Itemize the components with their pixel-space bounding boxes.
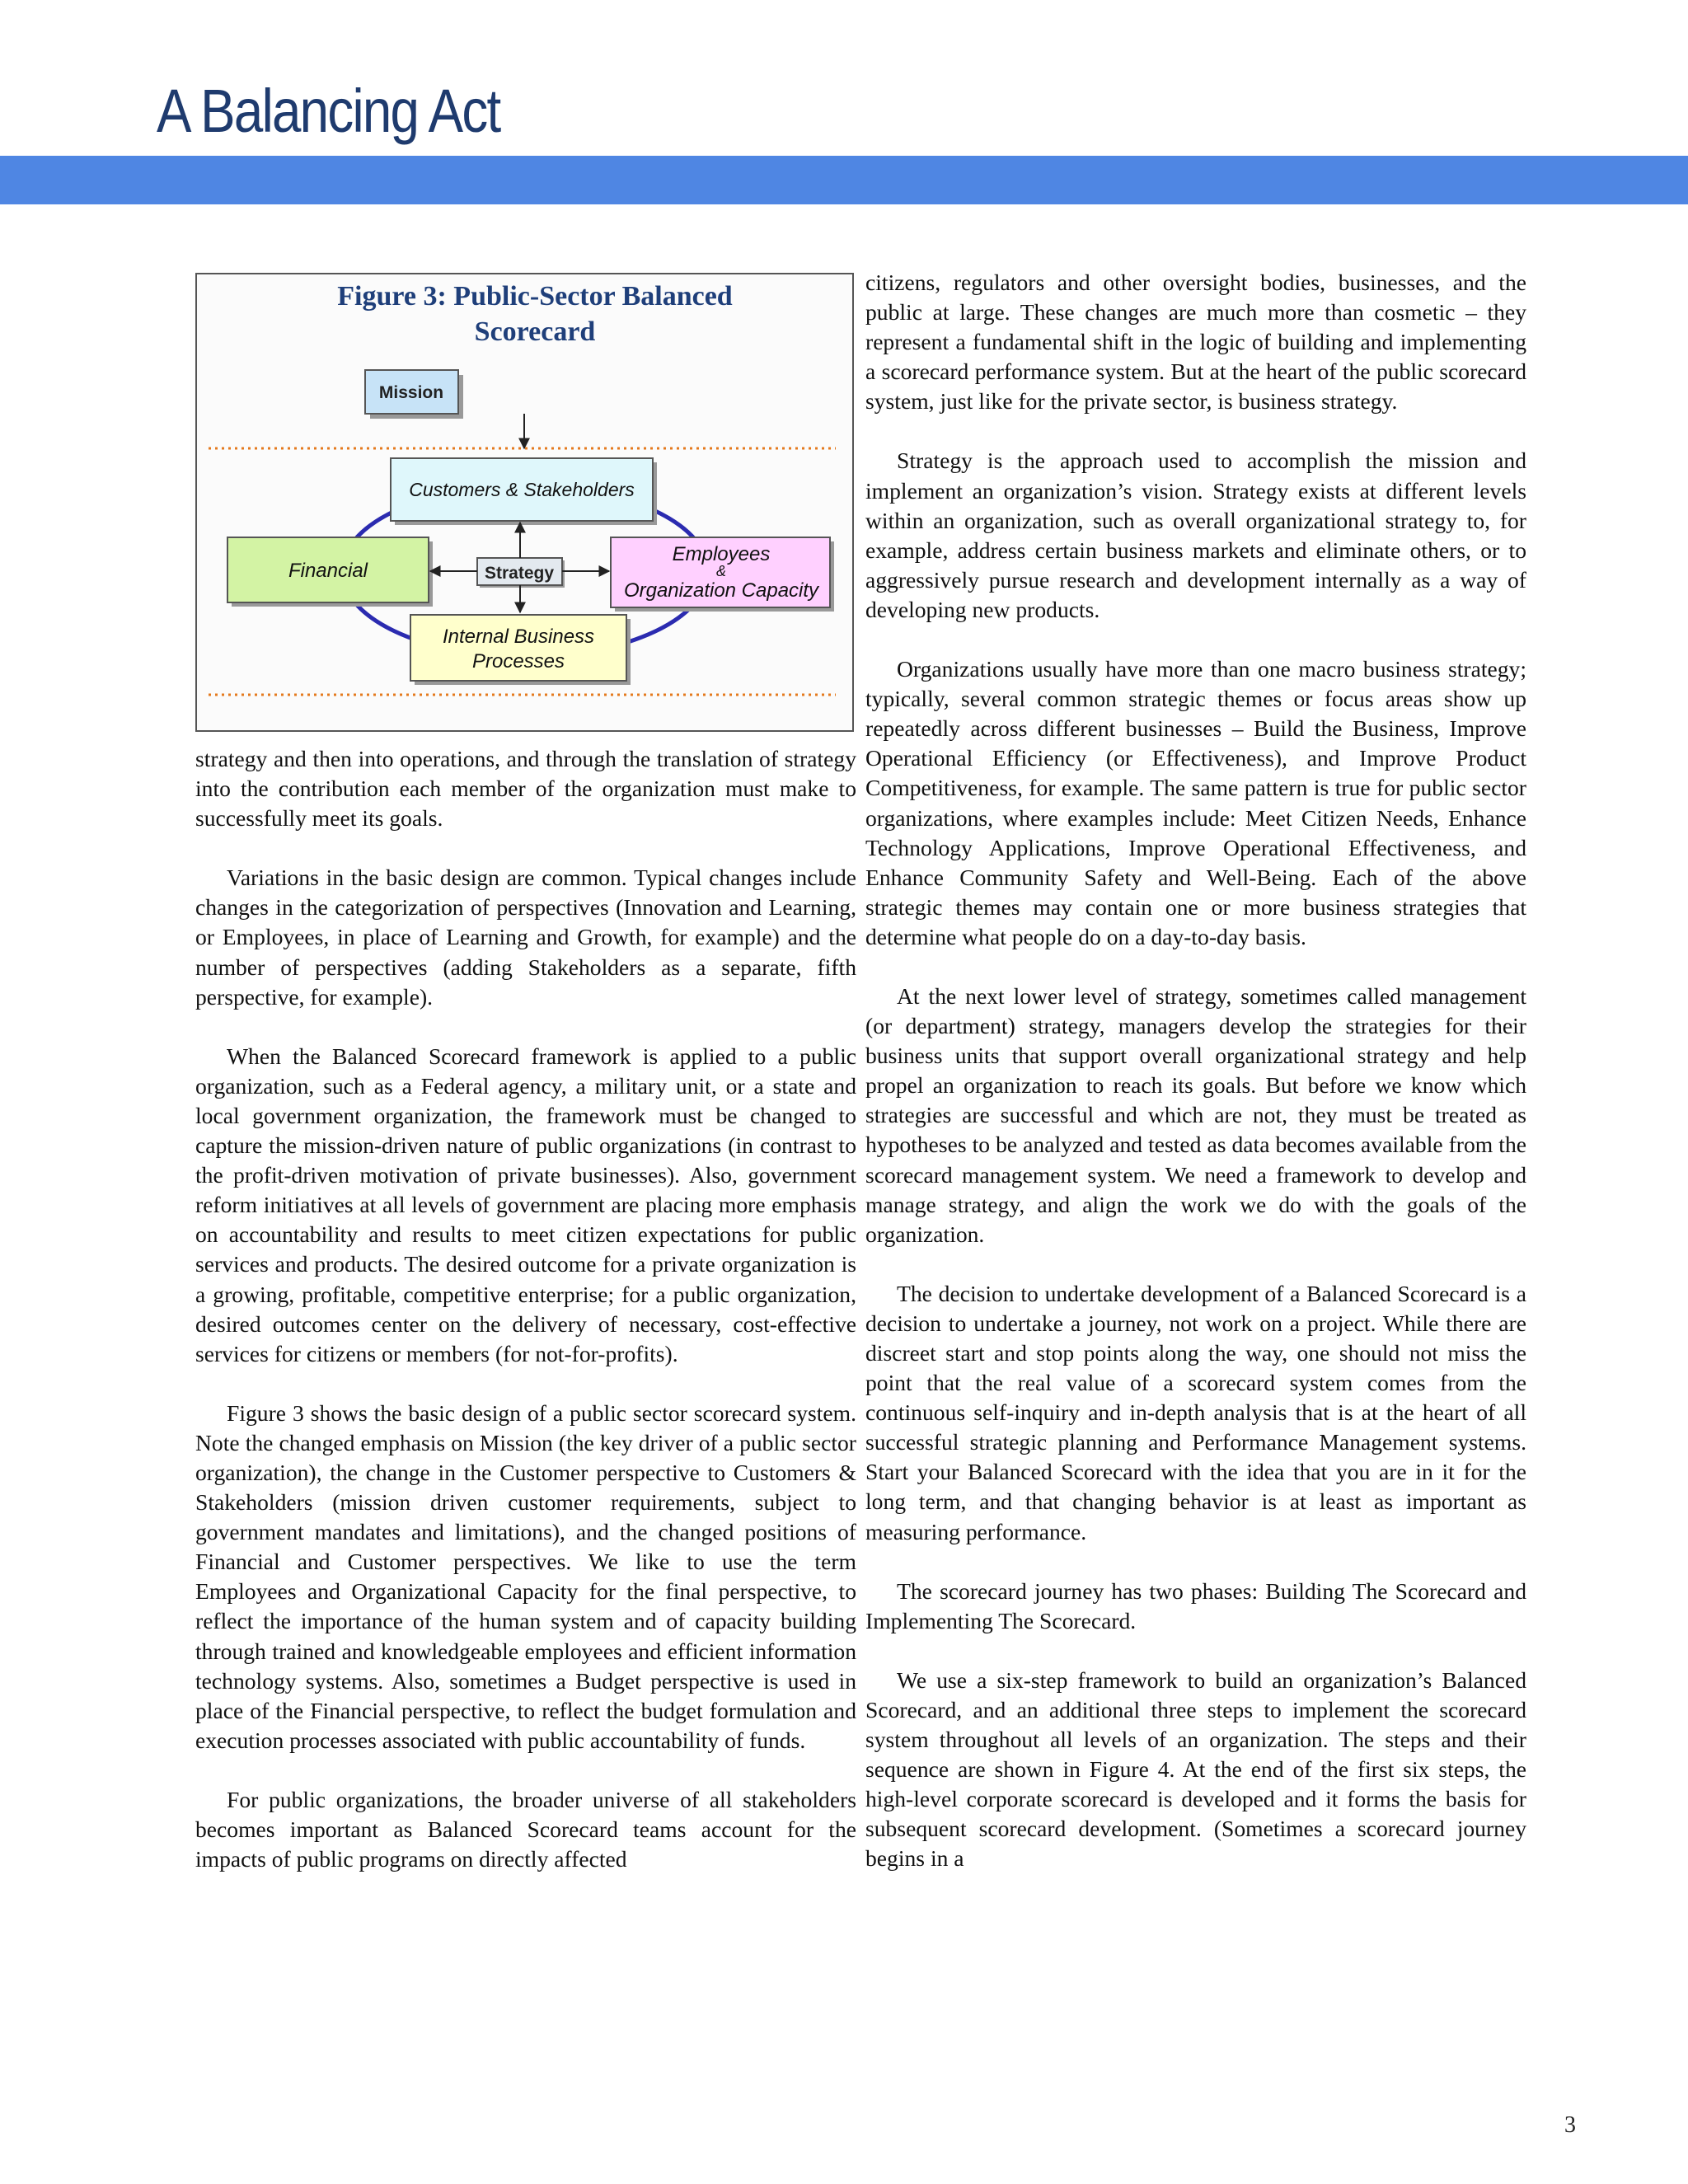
left-paragraph: For public organizations, the broader universe of all stakeholders becomes important as Balanced Scorecard teams account for the impacts of public programs on directly affected	[195, 1786, 856, 1872]
left-paragraph: strategy and then into operations, and through the translation of strategy into the contribution each member of the organization must make to successfully meet its goals.	[195, 746, 856, 832]
right-column	[865, 268, 1526, 1904]
financial-label: Financial	[288, 560, 368, 582]
page-title: A Balancing Act	[157, 77, 500, 145]
right-paragraph: citizens, regulators and other oversight bodies, businesses, and the public at large. These changes are much more than cosmetic – they represent a fundamental shift in the logic of building and implementing a scorecard performance system. But at the heart of the public scorecard system, just like for the private sector, is business strategy.	[865, 269, 1526, 415]
employees-label-line1: Employees	[672, 543, 771, 565]
left-paragraph: Figure 3 shows the basic design of a public sector scorecard system. Note the changed emphasis on Mission (the key driver of a public sector organization), the change in the Customer perspective to Customers & Stakeholders (mission driven customer requirements, subject to government mandates and limitations), and the changed positions of Financial and Customer perspectives. We like to use the term Employees and Organizational Capacity for the final perspective, to reflect the importance of the human system and of capacity building through trained and knowledgeable employees and efficient information technology systems. Also, sometimes a Budget perspective is used in place of the Financial perspective, to reflect the budget formulation and execution processes associated with public accountability of funds.	[195, 1399, 856, 1753]
internal-label-line1: Internal Business	[442, 626, 595, 648]
right-paragraph: The scorecard journey has two phases: Building The Scorecard and Implementing The Scorecard.	[865, 1577, 1526, 1633]
page-number: 3	[1564, 2112, 1576, 2138]
right-paragraph: At the next lower level of strategy, sometimes called management (or department) strategy, managers develop the strategies for their business units that support overall organizational strategy and help propel an organization to reach its goals. But before we know which strategies are successful and which are not, they must be treated as hypotheses to be analyzed and tested as data becomes available from the scorecard management system. We need a framework to develop and manage strategy, and align the work we do with the goals of the organization.	[865, 982, 1526, 1247]
strategy-label: Strategy	[484, 564, 555, 583]
right-paragraph: Organizations usually have more than one macro business strategy; typically, several common strategic themes or focus areas show up repeatedly across different businesses – Build the Business, Improve Operational Efficiency (or Effectiveness), and Improve Product Competitiveness, for example. The same pattern is true for public sector organizations, where examples include: Meet Citizen Needs, Enhance Technology Applications, Improve Operational Effectiveness, and Enhance Community Safety and Well-Being. Each of the above strategic themes may contain one or more business strategies that determine what people do on a day-to-day basis.	[865, 656, 1526, 949]
figure-title-line2: Scorecard	[474, 316, 596, 347]
scorecard-diagram	[197, 274, 856, 733]
right-paragraph: Strategy is the approach used to accomplish the mission and implement an organization’s vision. Strategy exists at different levels within an organization, such as overall organizational strategy to, for example, address certain business markets and eliminate others, or to aggressively pursue research and development internally as a way of developing new products.	[865, 448, 1526, 622]
employees-label-line3: Organization Capacity	[623, 579, 819, 602]
figure-3-box	[195, 273, 854, 732]
customers-label: Customers & Stakeholders	[409, 479, 635, 500]
left-column	[195, 744, 856, 1904]
internal-label-line2: Processes	[471, 650, 565, 673]
right-paragraph: We use a six-step framework to build an organization’s Balanced Scorecard, and an additional three steps to implement the scorecard system throughout all levels of an organization. The steps and their sequence are shown in Figure 4. At the end of the first six steps, the high-level corporate scorecard is developed and it forms the basis for subsequent scorecard development. (Sometimes a scorecard journey begins in a	[865, 1666, 1526, 1872]
left-paragraph: When the Balanced Scorecard framework is applied to a public organization, such as a Federal agency, a military unit, or a state and local government organization, the framework must be changed to capture the mission-driven nature of public organizations (in contrast to the profit-driven motivation of private businesses). Also, government reform initiatives at all levels of government are placing more emphasis on accountability and results to meet citizen expectations for public services and products. The desired outcome for a private organization is a growing, profitable, competitive enterprise; for a public organization, desired outcomes center on the delivery of necessary, cost-effective services for citizens or members (for not-for-profits).	[195, 1043, 856, 1366]
employees-label-line2: &	[715, 563, 727, 579]
left-paragraph: Variations in the basic design are common. Typical changes include changes in the categorization of perspectives (Innovation and Learning, or Employees, in place of Learning and Growth, for example) and the number of perspectives (adding Stakeholders as a separate, fifth perspective, for example).	[195, 865, 856, 1010]
right-paragraph: The decision to undertake development of a Balanced Scorecard is a decision to undertake a journey, not work on a project. While there are discreet start and stop points along the way, one should not miss the point that the real value of a scorecard system comes from the continuous self-inquiry and in-depth analysis that is at the heart of all successful strategic planning and Performance Management systems. Start your Balanced Scorecard with the idea that you are in it for the long term, and that changing behavior is at least as important as measuring performance.	[865, 1280, 1526, 1544]
mission-label: Mission	[378, 383, 444, 402]
header-band	[0, 156, 1688, 204]
figure-title-line1: Figure 3: Public-Sector Balanced	[337, 281, 733, 312]
